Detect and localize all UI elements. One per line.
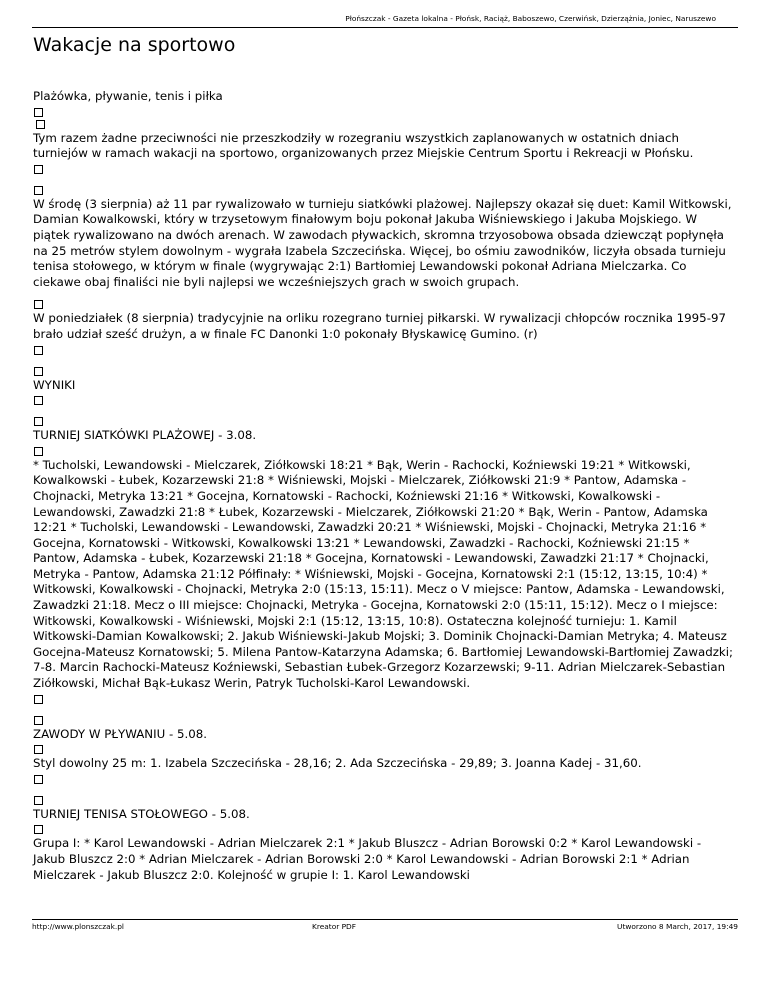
swimming-results: Styl dowolny 25 m: 1. Izabela Szczecińska - 28,16; 2. Ada Szczecińska - 29,89; 3. Joanna Kadej - 31,60. (33, 756, 642, 771)
header-divider (32, 27, 738, 28)
wednesday-paragraph: W środę (3 sierpnia) aż 11 par rywalizowało w turnieju siatkówki plażowej. Najlepszy okazał się duet: Kamil Witkowski, Damian Kowalkowski, który w trzysetowym finałowym boju pokonał Jakuba Wiśniewskiego i Jakuba Mojskiego. W piątek rywalizowano na dwóch arenach. W zawodach pływackich, skromna trzyosobowa obsada dziewcząt popłynęła na 25 metrów stylem dowolnym - wygrała Izabela Szczecińska. Więcej, bo ośmiu zawodników, liczyła obsada turnieju tenisa stołowego, w którym w finale (wygrywając 2:1) Bartłomiej Lewandowski pokonał Adriana Mielczarka. Co ciekawe obaj finaliści nie byli najlepsi we wcześniejszych grach w swoich grupach. (33, 196, 732, 289)
volleyball-heading: TURNIEJ SIATKÓWKI PLAŻOWEJ - 3.08. (33, 428, 257, 443)
table-tennis-heading: TURNIEJ TENISA STOŁOWEGO - 5.08. (33, 806, 250, 821)
placeholder-box-icon (34, 300, 43, 309)
placeholder-box-icon (34, 165, 43, 174)
placeholder-box-icon (34, 346, 43, 355)
volleyball-results: * Tucholski, Lewandowski - Mielczarek, Ziółkowski 18:21 * Bąk, Werin - Rachocki, Koźniewski 19:21 * Witkowski, Kowalkowski - Łubek, Kozarzewski 21:8 * Wiśniewski, Mojski - Mielczarek, Ziółkowski 21:9 * Pantow, Adamska - Chojnacki, Metryka 13:21 * Gocejna, Kornatowski - Rachocki, Koźniewski 21:16 * Witkowski, Kowalkowski - Lewandowski, Zawadzki 21:8 * Łubek, Kozarzewski - Mielczarek, Ziółkowski 21:20 * Bąk, Werin - Pantow, Adamska 12:21 * Tucholski, Lewandowski - Lewandowski, Zawadzki 20:21 * Wiśniewski, Mojski - Chojnacki, Metryka 21:16 * Gocejna, Kornatowski - Witkowski, Kowalkowski 13:21 * Lewandowski, Zawadzki - Rachocki, Koźniewski 21:15 * Pantow, Adamska - Łubek, Kozarzewski 21:18 * Gocejna, Kornatowski - Lewandowski, Zawadzki 21:17 * Chojnacki, Metryka - Pantow, Adamska 21:12 Półfinały: * Wiśniewski, Mojski - Gocejna, Kornatowski 2:1 (15:12, 13:15, 10:4) * Witkowski, Kowalkowski - Chojnacki, Metryka 2:0 (15:13, 15:11). Mecz o V miejsce: Pantow, Adamska - Lewandowski, Zawadzki 21:18. Mecz o III miejsce: Chojnacki, Metryka - Gocejna, Kornatowski 2:0 (15:11, 15:12). Mecz o I miejsce: Witkowski, Kowalkowski - Wiśniewski, Mojski 2:1 (15:12, 13:15, 10:8). Ostateczna kolejność turnieju: 1. Kamil Witkowski-Damian Kowalkowski; 2. Jakub Wiśniewski-Jakub Mojski; 3. Dominik Chojnacki-Damian Metryka; 4. Mateusz Gocejna-Mateusz Kornatowski; 5. Milena Pantow-Katarzyna Adamska; 6. Bartłomiej Lewandowski-Bartłomiej Zawadzki; 7-8. Marcin Rachocki-Mateusz Koźniewski, Sebastian Łubek-Grzegorz Kozarzewski; 9-11. Adrian Mielczarek-Sebastian Ziółkowski, Michał Bąk-Łukasz Werin, Patryk Tucholski-Karol Lewandowski. (33, 457, 733, 691)
placeholder-box-icon (34, 108, 43, 117)
placeholder-box-icon (34, 825, 43, 834)
swimming-heading: ZAWODY W PŁYWANIU - 5.08. (33, 726, 208, 741)
page-header: Płońszczak - Gazeta lokalna - Płońsk, Raciąż, Baboszewo, Czerwińsk, Dzierzążnia, Joniec, Naruszewo (345, 14, 716, 23)
article-title: Wakacje na sportowo (33, 34, 236, 56)
monday-paragraph: W poniedziałek (8 sierpnia) tradycyjnie na orliku rozegrano turniej piłkarski. W rywalizacji chłopców rocznika 1995-97 brało udział sześć drużyn, a w finale FC Danonki 1:0 pokonały Błyskawicę Gumino. (r) (33, 311, 726, 341)
placeholder-box-icon (36, 120, 45, 129)
page-footer (32, 919, 738, 932)
article-lead: Plażówka, pływanie, tenis i piłka (33, 89, 223, 103)
placeholder-box-icon (34, 367, 43, 376)
placeholder-box-icon (34, 745, 43, 754)
placeholder-box-icon (34, 716, 43, 725)
footer-created-date: Utworzono 8 March, 2017, 19:49 (617, 922, 738, 931)
placeholder-box-icon (34, 695, 43, 704)
placeholder-box-icon (34, 417, 43, 426)
placeholder-box-icon (34, 775, 43, 784)
article-body (33, 89, 733, 883)
table-tennis-results: Grupa I: * Karol Lewandowski - Adrian Mielczarek 2:1 * Jakub Bluszcz - Adrian Borowski 0:2 * Karol Lewandowski - Jakub Bluszcz 2:0 * Adrian Mielczarek - Adrian Borowski 2:0 * Karol Lewandowski - Adrian Borowski 2:1 * Adrian Mielczarek - Jakub Bluszcz 2:0. Kolejność w grupie I: 1. Karol Lewandowski (33, 836, 702, 882)
intro-paragraph: Tym razem żadne przeciwności nie przeszkodziły w rozegraniu wszystkich zaplanowanych w ostatnich dniach turniejów w ramach wakacji na sportowo, organizowanych przez Miejskie Centrum Sportu i Rekreacji w Płońsku. (33, 130, 694, 161)
placeholder-box-icon (34, 186, 43, 195)
placeholder-box-icon (34, 796, 43, 805)
footer-url-link[interactable]: http://www.plonszczak.pl (32, 922, 124, 931)
placeholder-box-icon (34, 396, 43, 405)
results-heading: WYNIKI (33, 377, 76, 392)
placeholder-box-icon (34, 447, 43, 456)
footer-generator: Kreator PDF (312, 922, 357, 931)
